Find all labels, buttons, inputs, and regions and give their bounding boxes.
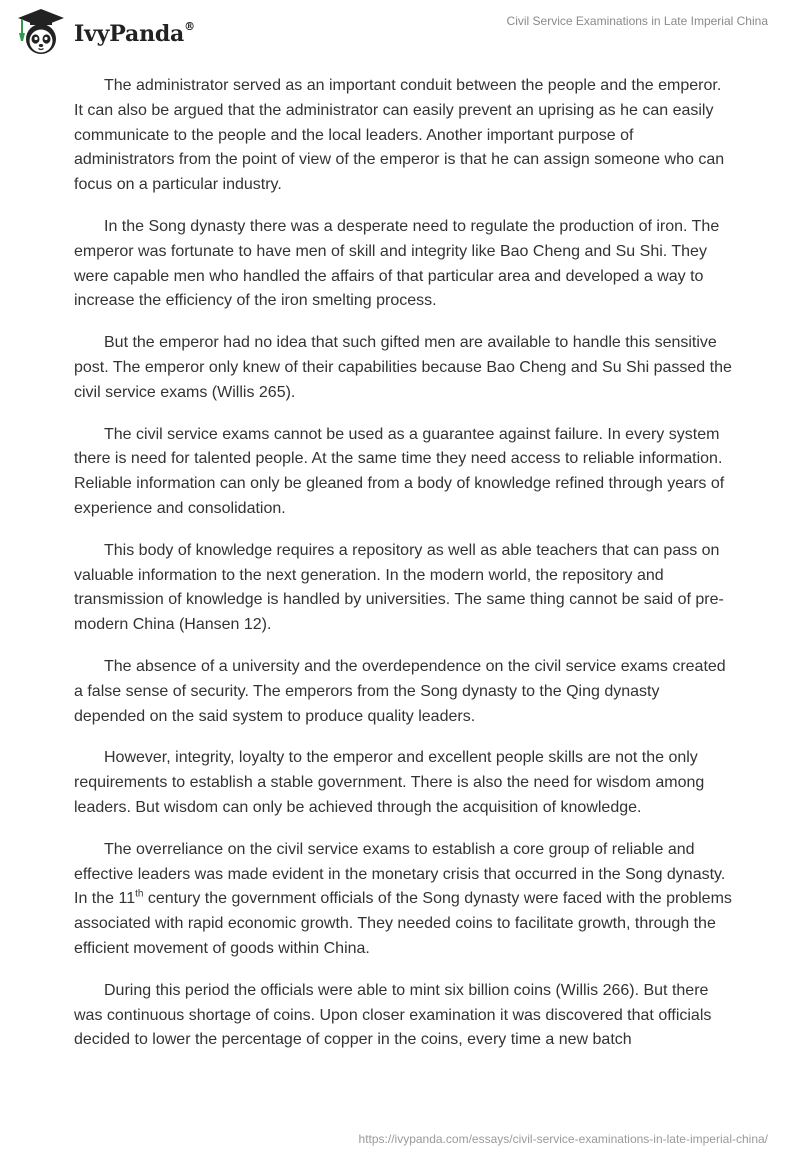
source-url[interactable]: https://ivypanda.com/essays/civil-service-examinations-in-late-imperial-china/ [358,1132,768,1146]
brand-name: IvyPanda® [74,19,195,47]
panda-graduate-icon [14,7,68,57]
paragraph: This body of knowledge requires a repository as well as able teachers that can pass on valuable information to the next generation. In the modern world, the repository and transmission of knowledge is handled by universities. The same thing cannot be said of pre-modern China (Hansen 12). [74,541,724,634]
paragraph: The overreliance on the civil service exams to establish a core group of reliable and effective leaders was made evident in the monetary crisis that occurred in the Song dynasty. In the 11th century the government officials of the Song dynasty were faced with the problems associated with rapid economic growth. They needed coins to facilitate growth, through the efficient movement of goods within China. [74,840,732,957]
brand-logo[interactable] [14,6,195,58]
paragraph: But the emperor had no idea that such gifted men are available to handle this sensitive post. The emperor only knew of their capabilities because Bao Cheng and Su Shi passed the civil service exams (Willis 265). [74,334,732,401]
paragraph: The absence of a university and the overdependence on the civil service exams created a false sense of security. The emperors from the Song dynasty to the Qing dynasty depended on the said system to produce quality leaders. [74,657,726,725]
document-title: Civil Service Examinations in Late Imperial China [506,14,768,28]
paragraph: In the Song dynasty there was a desperate need to regulate the production of iron. The emperor was fortunate to have men of skill and integrity like Bao Cheng and Su Shi. They were capable men who handled the affairs of that particular area and developed a way to increase the efficiency of the iron smelting process. [74,217,720,310]
page-header [0,0,800,62]
paragraph: However, integrity, loyalty to the emperor and excellent people skills are not the only requirements to establish a stable government. There is also the need for wisdom among leaders. But wisdom can only be achieved through the acquisition of knowledge. [74,749,705,816]
paragraph: The administrator served as an important conduit between the people and the emperor. It can also be argued that the administrator can easily prevent an uprising as he can easily communicate to the people and the local leaders. Another important purpose of administrators from the point of view of the emperor is that he can assign someone who can focus on a particular industry. [74,77,725,194]
paragraph: The civil service exams cannot be used as a guarantee against failure. In every system there is need for talented people. At the same time they need access to reliable information. Reliable information can only be gleaned from a body of knowledge refined through years of experience and consolidation. [74,425,725,517]
essay-body [74,74,734,1070]
ordinal-suffix: th [135,888,144,900]
paragraph: During this period the officials were able to mint six billion coins (Willis 266). But there was continuous shortage of coins. Upon closer examination it was discovered that officials decided to lower the percentage of copper in the coins, every time a new batch [74,981,712,1049]
